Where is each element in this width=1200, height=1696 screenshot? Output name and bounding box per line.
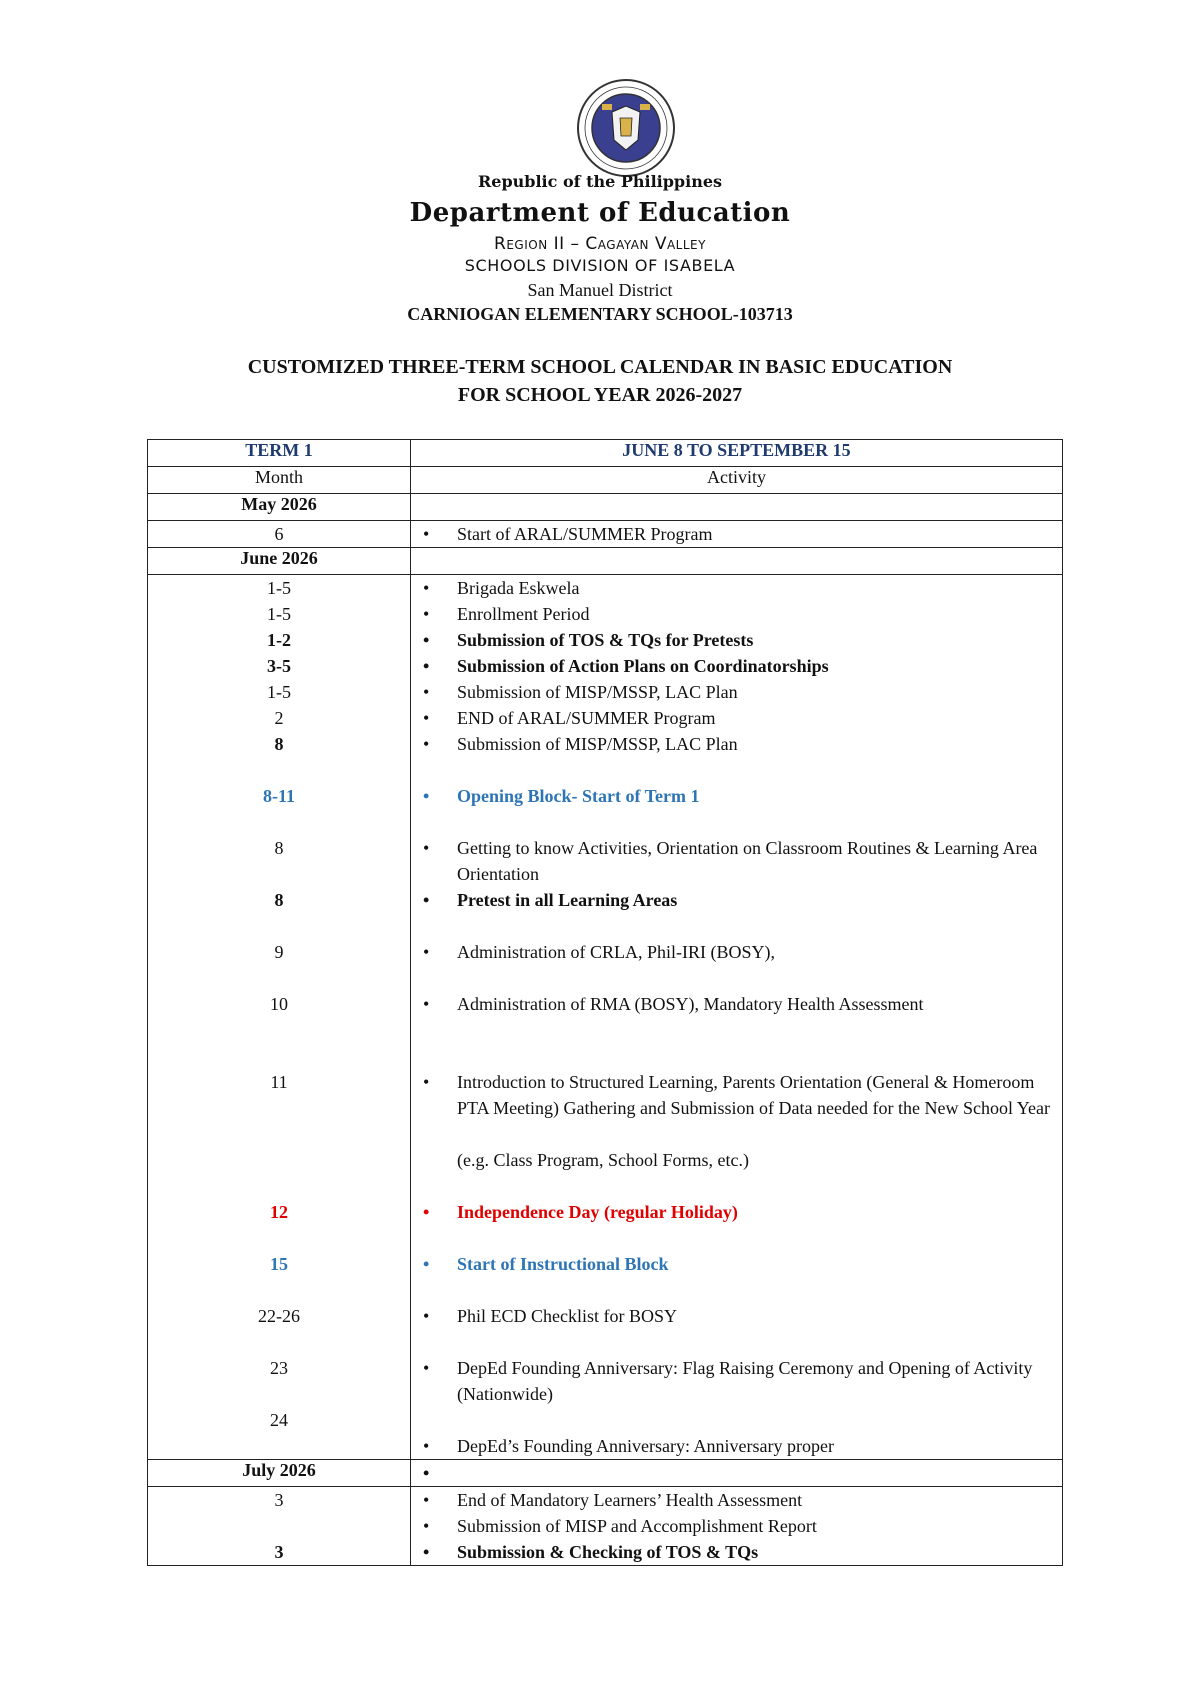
day-cell: 12: [270, 1202, 288, 1222]
activity-item: • End of Mandatory Learners’ Health Assessment: [411, 1487, 1062, 1513]
day-cell: 10: [270, 994, 288, 1014]
term-header-row: [148, 440, 1063, 467]
term-range: JUNE 8 TO SEPTEMBER 15: [411, 440, 1063, 467]
activity-item: • Submission of TOS & TQs for Pretests: [411, 627, 1062, 653]
district-line: San Manuel District: [527, 280, 673, 300]
day-cell: 1-2: [267, 630, 291, 650]
deped-seal-icon: [576, 78, 676, 178]
day-cell: 3: [274, 1490, 284, 1510]
division-line: SCHOOLS DIVISION OF ISABELA: [464, 256, 736, 275]
col-activity-header: Activity: [411, 467, 1063, 494]
activity-item: • Submission of MISP/MSSP, LAC Plan: [411, 679, 1062, 705]
day-cell: 1-5: [267, 682, 291, 702]
activity-item: • Opening Block- Start of Term 1: [411, 783, 1062, 809]
activity-item: • Phil ECD Checklist for BOSY: [411, 1303, 1062, 1329]
activity-item: • END of ARAL/SUMMER Program: [411, 705, 1062, 731]
day-cell: 24: [270, 1410, 288, 1430]
day-cell: 3: [274, 1542, 284, 1562]
day-cell: 6: [274, 524, 284, 544]
activity-item: • DepEd’s Founding Anniversary: Anniversary proper: [411, 1433, 1062, 1459]
day-cell: 9: [274, 942, 284, 962]
school-line: CARNIOGAN ELEMENTARY SCHOOL-103713: [407, 304, 793, 324]
term-label: TERM 1: [148, 440, 411, 467]
table-row: [148, 575, 1063, 1460]
department-line: Department of Education: [409, 198, 791, 228]
activity-item: • Independence Day (regular Holiday): [411, 1199, 1062, 1225]
day-cell: 15: [270, 1254, 288, 1274]
month-label: July 2026: [148, 1460, 411, 1487]
column-header-row: [148, 467, 1063, 494]
day-cell: 22-26: [258, 1306, 300, 1326]
activity-item: • Submission of Action Plans on Coordinatorships: [411, 653, 1062, 679]
activity-item: • Getting to know Activities, Orientation on Classroom Routines & Learning Area Orientation: [411, 835, 1062, 887]
day-cell: 23: [270, 1358, 288, 1378]
month-row-june: [148, 548, 1063, 575]
month-label: June 2026: [148, 548, 411, 575]
activity-item: • Start of Instructional Block: [411, 1251, 1062, 1277]
activity-item: • Submission of MISP and Accomplishment Report: [411, 1513, 1062, 1539]
table-row: [148, 1487, 1063, 1566]
month-label: May 2026: [148, 494, 411, 521]
activity-item: • Brigada Eskwela: [411, 575, 1062, 601]
day-cell: 1-5: [267, 604, 291, 624]
day-cell: 3-5: [267, 656, 291, 676]
activity-item: • Enrollment Period: [411, 601, 1062, 627]
day-cell: 1-5: [267, 578, 291, 598]
region-line: Region II – Cagayan Valley: [494, 234, 706, 254]
activity-item: • Submission & Checking of TOS & TQs: [411, 1539, 1062, 1565]
activity-item-continued: (e.g. Class Program, School Forms, etc.): [457, 1150, 749, 1170]
calendar-table: [147, 439, 1063, 1566]
day-cell: 8: [274, 734, 284, 754]
day-cell: 8: [274, 890, 284, 910]
month-row-july: [148, 1460, 1063, 1487]
activity-item: • DepEd Founding Anniversary: Flag Raising Ceremony and Opening of Activity (Nationwide): [411, 1355, 1062, 1407]
day-cell: 8-11: [262, 786, 295, 806]
day-cell: 2: [274, 708, 284, 728]
republic-line: Republic of the Philippines: [477, 172, 723, 191]
calendar-title-line2: FOR SCHOOL YEAR 2026-2027: [457, 384, 743, 406]
col-month-header: Month: [148, 467, 411, 494]
calendar-title-line1: CUSTOMIZED THREE-TERM SCHOOL CALENDAR IN BASIC EDUCATION: [247, 356, 953, 378]
activity-item: • Start of ARAL/SUMMER Program: [411, 521, 1062, 547]
month-row-may: [148, 494, 1063, 521]
activity-item: • Submission of MISP/MSSP, LAC Plan: [411, 731, 1062, 757]
day-cell: 8: [274, 838, 284, 858]
activity-item: • Administration of RMA (BOSY), Mandatory Health Assessment: [411, 991, 1062, 1043]
activity-item: • Pretest in all Learning Areas: [411, 887, 1062, 913]
day-cell: 11: [270, 1072, 288, 1092]
table-row: [148, 521, 1063, 548]
activity-item: • Introduction to Structured Learning, Parents Orientation (General & Homeroom PTA Meeting) Gathering and Submission of Data needed for the New School Year: [411, 1069, 1062, 1147]
activity-item: • Administration of CRLA, Phil-IRI (BOSY),: [411, 939, 1062, 965]
